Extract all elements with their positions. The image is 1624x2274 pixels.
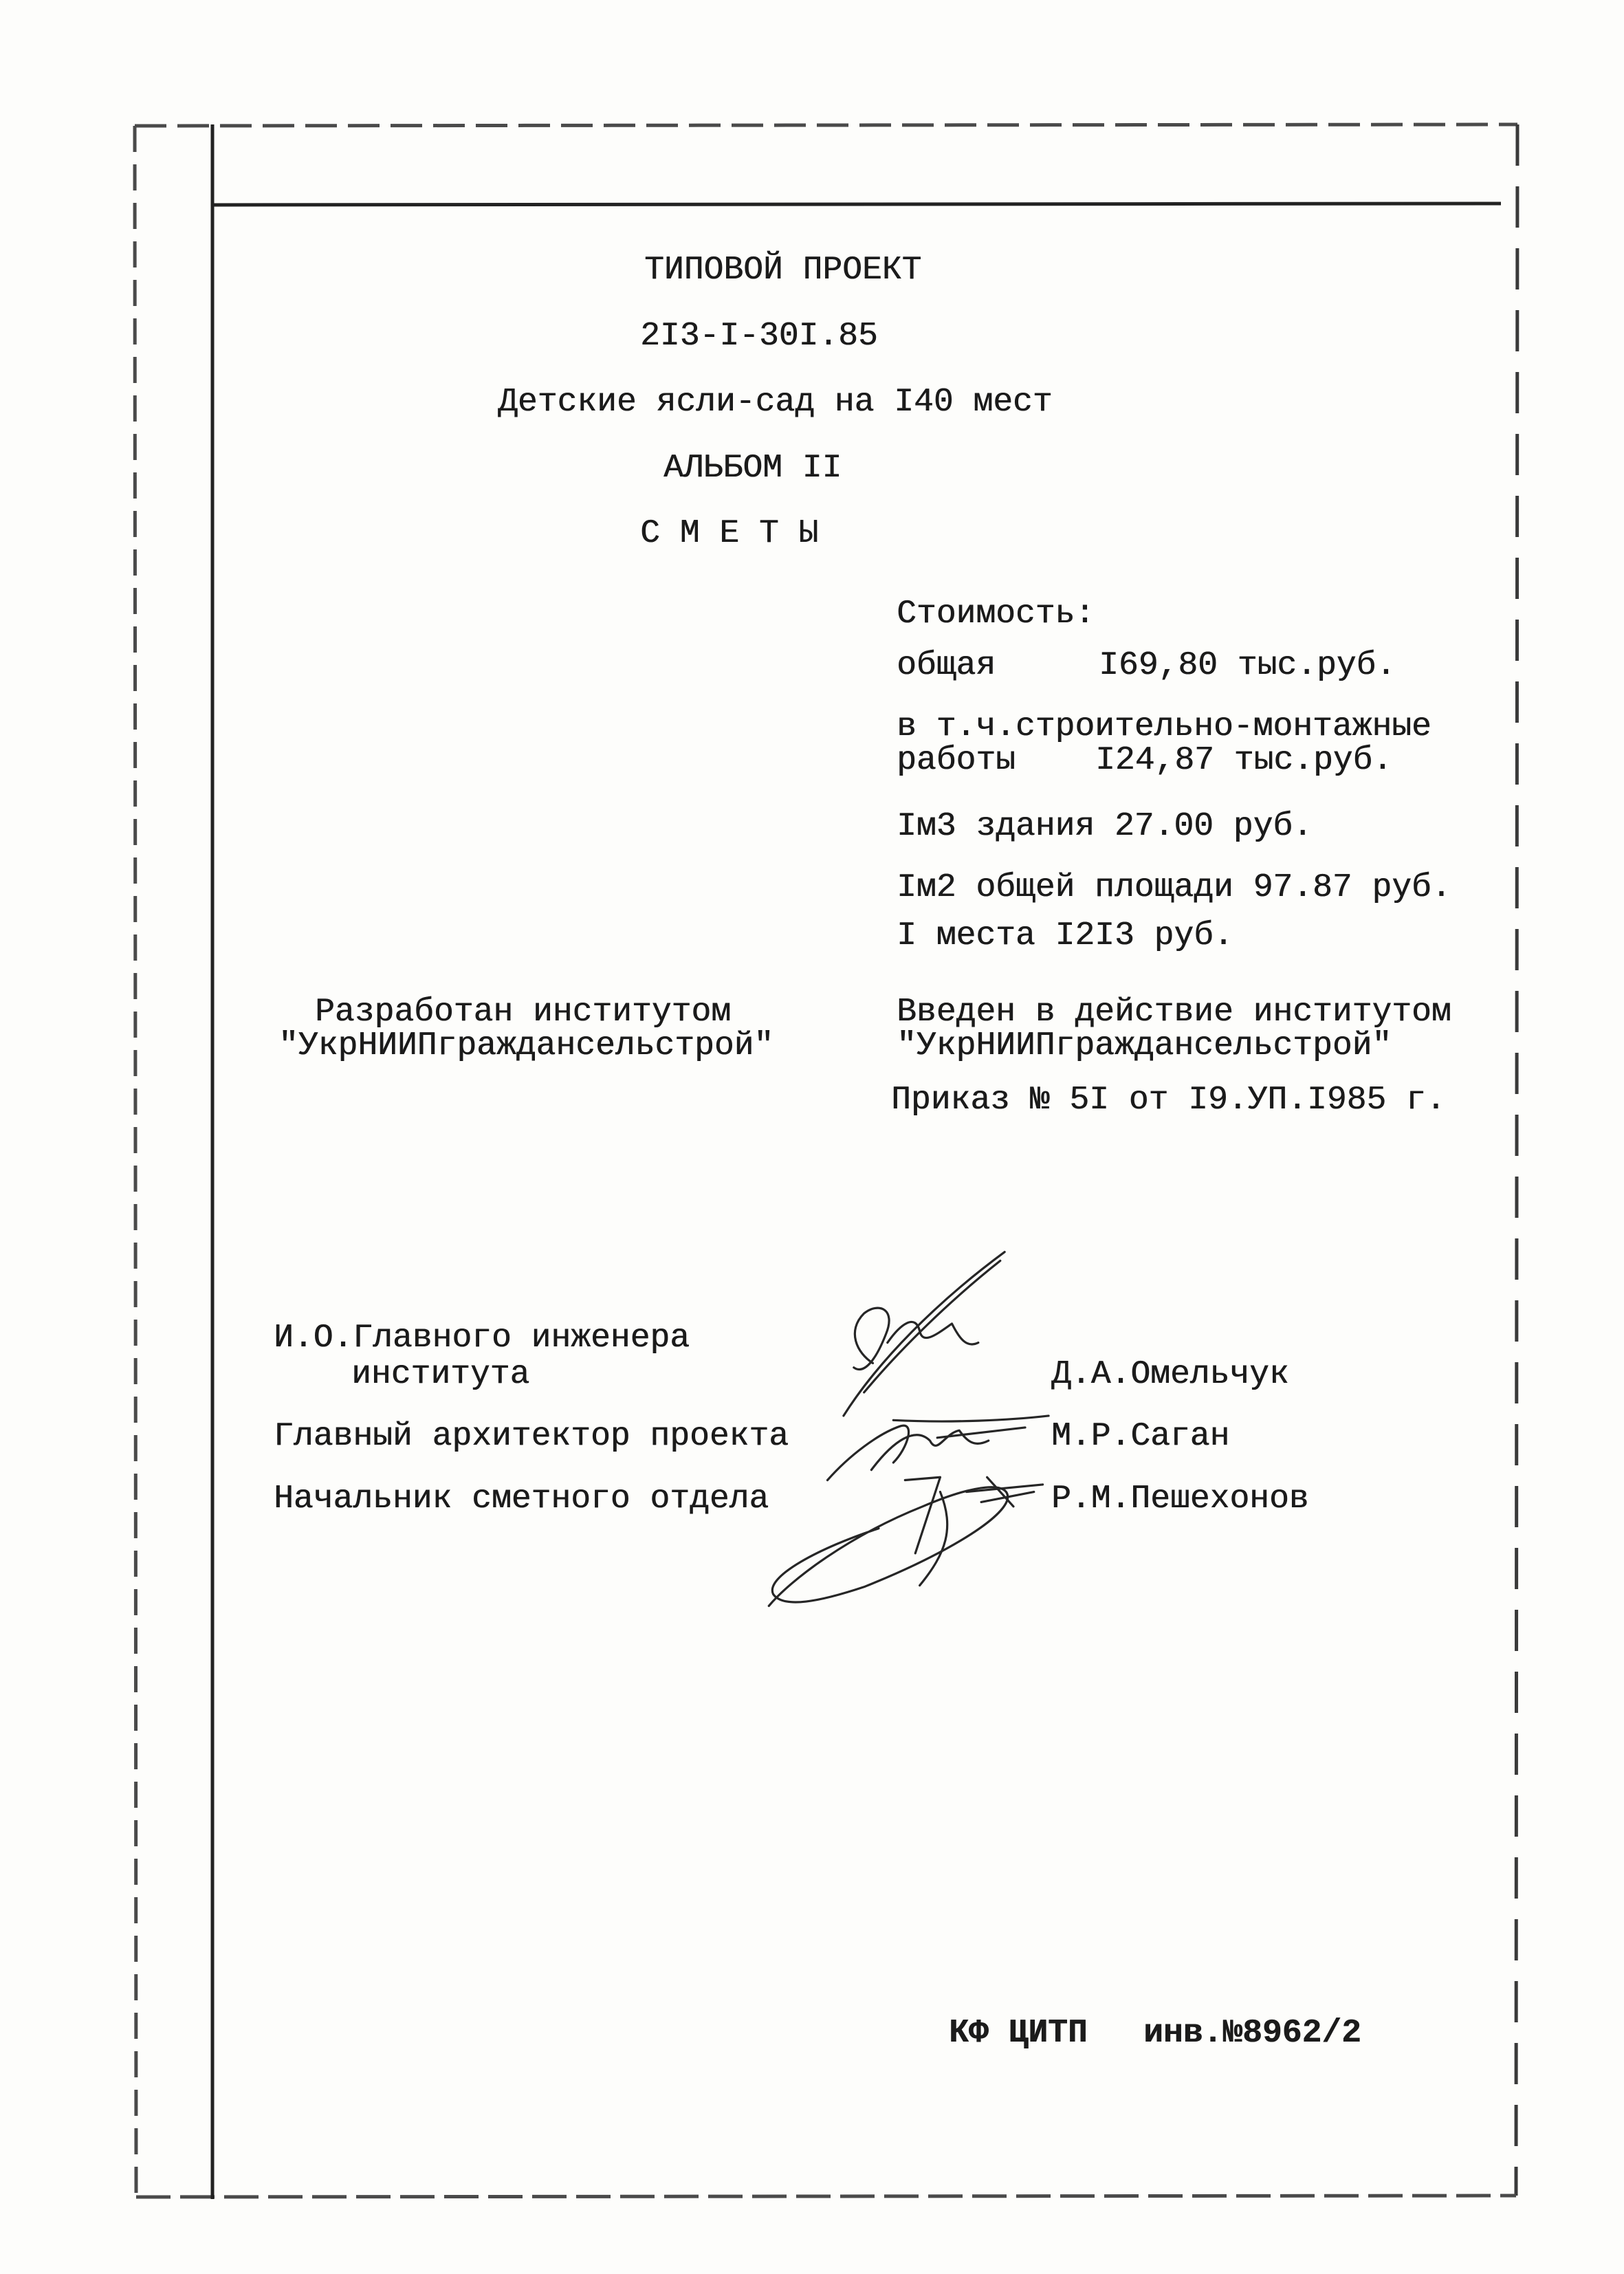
signatory-position: Начальник сметного отдела [274, 1480, 769, 1518]
cost-per-m3 [897, 810, 1313, 843]
signatory-position: Главный архитектор проекта [274, 1418, 789, 1455]
document-type-title: ТИПОВОЙ ПРОЕКТ [644, 252, 922, 289]
archive-inventory-number: инв.№8962/2 [1143, 2015, 1361, 2052]
archive-organization: КФ ЦИТП [949, 2015, 1088, 2052]
signatory-position-continued: института [351, 1356, 530, 1393]
cost-per-place [897, 919, 1233, 952]
order-reference: Приказ № 5I от I9.УП.I985 г. [891, 1082, 1446, 1119]
cost-per-place-label: I места [897, 917, 1035, 954]
introduced-by-label: Введен в действие институтом [897, 994, 1451, 1031]
signatory-name: Д.А.Омельчук [1051, 1356, 1289, 1393]
signatory-name: Р.М.Пешехонов [1051, 1480, 1309, 1518]
cost-construction-label-line2: работы [897, 742, 1016, 779]
frame-left-border [135, 126, 136, 2197]
project-name: Детские ясли-сад на I40 мест [498, 384, 1053, 421]
cost-per-m3-value: 27.00 руб. [1114, 808, 1313, 845]
cost-construction-value: I24,87 тыс.руб. [1095, 742, 1393, 779]
cost-per-m2 [897, 871, 1451, 904]
developed-by-label: Разработан институтом [315, 994, 731, 1031]
frame-bottom-border [136, 2196, 1516, 2197]
cost-total-label: общая [897, 647, 996, 684]
cost-per-place-value: I2I3 руб. [1055, 917, 1233, 954]
cost-per-m2-label: Iм2 общей площади [897, 869, 1233, 906]
cost-total-value: I69,80 тыс.руб. [1099, 647, 1396, 684]
signatory-position: И.О.Главного инженера [274, 1320, 690, 1357]
cost-heading: Стоимость: [897, 595, 1095, 633]
frame-top-border [135, 124, 1517, 126]
cost-per-m2-value: 97.87 руб. [1253, 869, 1451, 906]
signatory-name: М.Р.Саган [1051, 1418, 1230, 1455]
album-number: АЛЬБОМ II [663, 450, 842, 487]
frame-header-rule [212, 204, 1501, 205]
introduced-by-institute: "УкрНИИПграждансельстрой" [897, 1027, 1392, 1064]
cost-per-m3-label: Iм3 здания [897, 808, 1095, 845]
frame-right-border [1516, 124, 1517, 2196]
section-title: С М Е Т Ы [640, 515, 819, 552]
developed-by-institute: "УкрНИИПграждансельстрой" [278, 1027, 774, 1064]
project-number: 2I3-I-30I.85 [640, 318, 878, 355]
cost-construction-label-line1: в т.ч.строительно-монтажные [897, 708, 1431, 745]
